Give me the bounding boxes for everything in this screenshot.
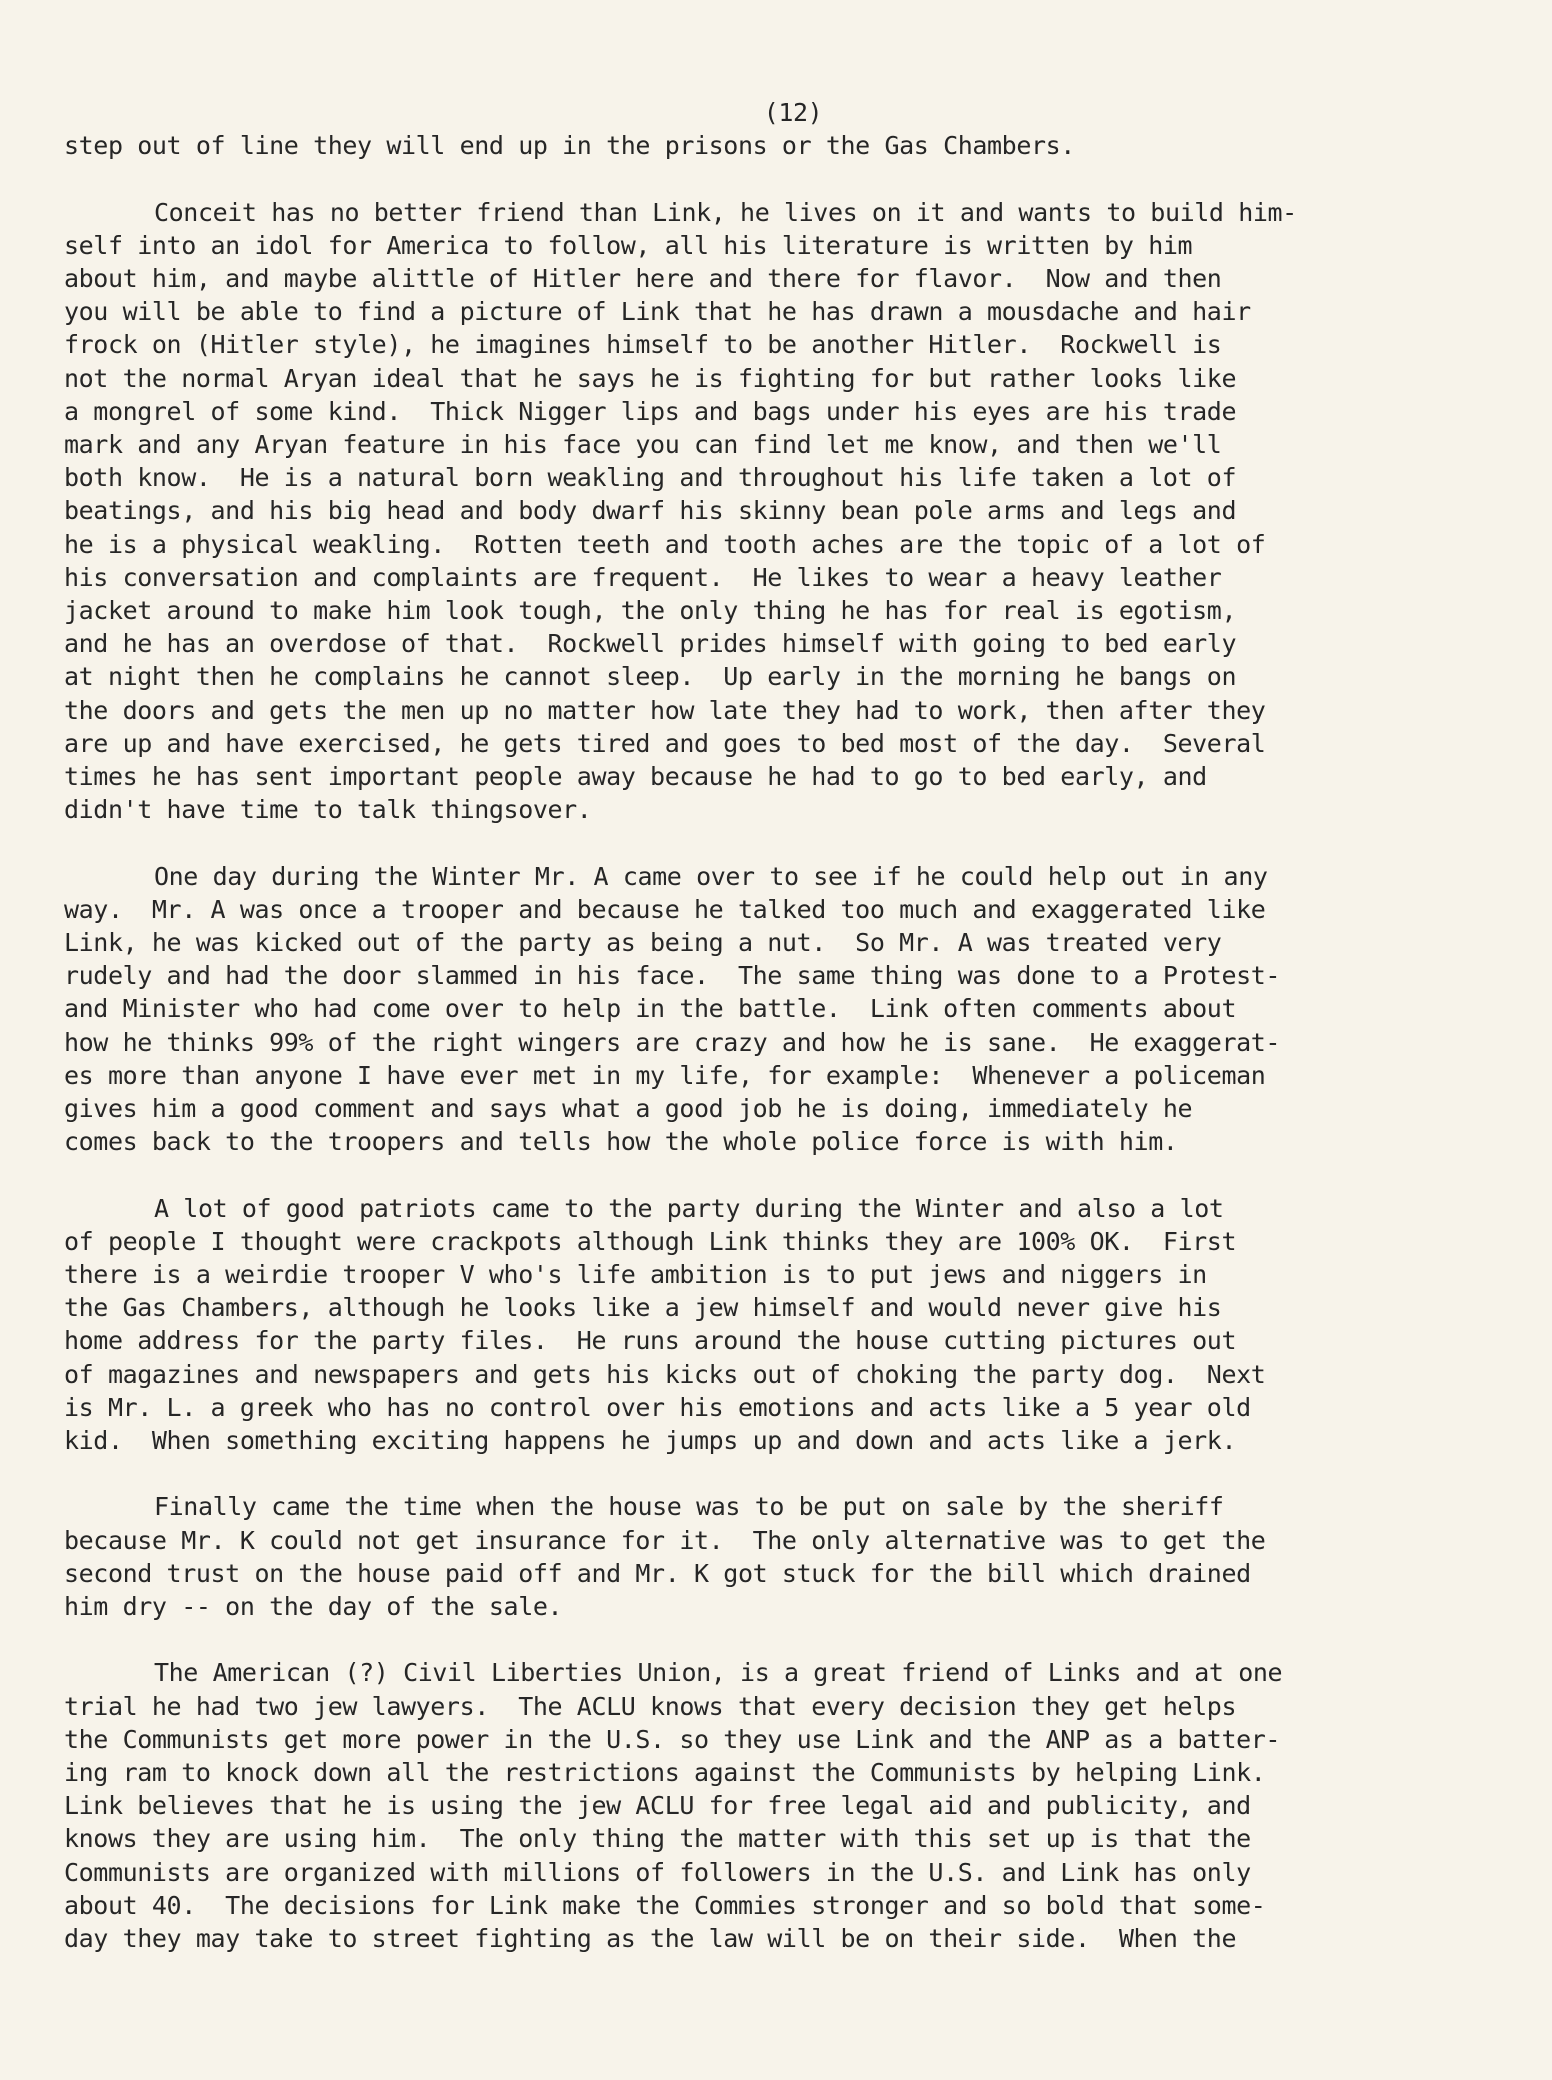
text-line: Link believes that he is using the jew ACLU for free legal aid and publicity, and xyxy=(64,1791,1251,1821)
text-line: not the normal Aryan ideal that he says he is fighting for but rather looks like xyxy=(64,363,1237,393)
text-line: times he has sent important people away because he had to go to bed early, and xyxy=(64,762,1207,792)
text-line: the doors and gets the men up no matter how late they had to work, then after they xyxy=(64,695,1266,725)
text-line: of magazines and newspapers and gets his kicks out of choking the party dog. Next xyxy=(64,1359,1266,1389)
text-line: The American (?) Civil Liberties Union, is a great friend of Links and at one xyxy=(154,1658,1283,1688)
text-line: gives him a good comment and says what a good job he is doing, immediately he xyxy=(64,1094,1193,1124)
text-line: way. Mr. A was once a trooper and because he talked too much and exaggerated like xyxy=(64,894,1266,924)
paragraph xyxy=(64,1192,1482,1458)
text-line: step out of line they will end up in the prisons or the Gas Chambers. xyxy=(64,131,1075,161)
text-line: because Mr. K could not get insurance for it. The only alternative was to get the xyxy=(64,1525,1266,1555)
paragraph xyxy=(64,1656,1482,1955)
text-line: and he has an overdose of that. Rockwell prides himself with going to bed early xyxy=(64,629,1237,659)
text-line: about him, and maybe alittle of Hitler here and there for flavor. Now and then xyxy=(64,264,1222,293)
paragraph xyxy=(64,129,1482,162)
text-line: Communists are organized with millions of followers in the U.S. and Link has only xyxy=(64,1857,1251,1887)
text-line: ing ram to knock down all the restrictions against the Communists by helping Link. xyxy=(64,1758,1266,1788)
text-line: day they may take to street fighting as the law will be on their side. When the xyxy=(64,1924,1237,1954)
text-line: there is a weirdie trooper V who's life ambition is to put jews and niggers in xyxy=(64,1260,1207,1290)
text-line: rudely and had the door slammed in his face. The same thing was done to a Protest- xyxy=(64,961,1281,991)
text-line: the Communists get more power in the U.S. so they use Link and the ANP as a batter- xyxy=(64,1724,1281,1754)
text-line: comes back to the troopers and tells how the whole police force is with him. xyxy=(64,1127,1178,1157)
text-line: is Mr. L. a greek who has no control over his emotions and acts like a 5 year old xyxy=(64,1392,1251,1422)
text-line: self into an idol for America to follow, all his literature is written by him xyxy=(64,230,1193,260)
text-line: about 40. The decisions for Link make the Commies stronger and so bold that some- xyxy=(64,1890,1266,1920)
text-line: Finally came the time when the house was to be put on sale by the sheriff xyxy=(154,1492,1224,1522)
text-line: A lot of good patriots came to the party during the Winter and also a lot xyxy=(154,1193,1224,1223)
text-line: es more than anyone I have ever met in my life, for example: Whenever a policeman xyxy=(64,1060,1266,1090)
text-line: how he thinks 99% of the right wingers are crazy and how he is sane. He exaggerat- xyxy=(64,1027,1281,1057)
text-line: you will be able to find a picture of Link that he has drawn a mousdache and hair xyxy=(64,297,1251,327)
body-text xyxy=(64,129,1482,1955)
text-line: frock on (Hitler style), he imagines himself to be another Hitler. Rockwell is xyxy=(64,330,1222,360)
text-line: jacket around to make him look tough, the only thing he has for real is egotism, xyxy=(64,596,1237,626)
text-line: Link, he was kicked out of the party as being a nut. So Mr. A was treated very xyxy=(64,928,1222,958)
text-line: are up and have exercised, he gets tired and goes to bed most of the day. Several xyxy=(64,728,1266,758)
text-line: beatings, and his big head and body dwarf his skinny bean pole arms and legs and xyxy=(64,496,1237,526)
text-line: his conversation and complaints are frequent. He likes to wear a heavy leather xyxy=(64,562,1222,592)
paragraph xyxy=(64,860,1482,1159)
text-line: Conceit has no better friend than Link, he lives on it and wants to build him- xyxy=(154,197,1297,227)
text-line: him dry -- on the day of the sale. xyxy=(64,1592,563,1622)
text-line: kid. When something exciting happens he jumps up and down and acts like a jerk. xyxy=(64,1426,1237,1456)
text-line: the Gas Chambers, although he looks like a jew himself and would never give his xyxy=(64,1293,1222,1323)
paragraph xyxy=(64,1490,1482,1623)
text-line: didn't have time to talk thingsover. xyxy=(64,795,592,825)
paragraph xyxy=(64,196,1482,827)
text-line: trial he had two jew lawyers. The ACLU knows that every decision they get helps xyxy=(64,1691,1237,1721)
text-line: home address for the party files. He runs around the house cutting pictures out xyxy=(64,1326,1237,1356)
text-line: mark and any Aryan feature in his face you can find let me know, and then we'll xyxy=(64,430,1222,460)
page-number: (12) xyxy=(763,98,823,127)
text-line: One day during the Winter Mr. A came over to see if he could help out in any xyxy=(154,861,1268,891)
text-line: second trust on the house paid off and Mr. K got stuck for the bill which drained xyxy=(64,1558,1251,1588)
text-line: at night then he complains he cannot sleep. Up early in the morning he bangs on xyxy=(64,662,1237,692)
text-line: a mongrel of some kind. Thick Nigger lips and bags under his eyes are his trade xyxy=(64,396,1237,426)
text-line: of people I thought were crackpots although Link thinks they are 100% OK. First xyxy=(64,1226,1237,1256)
text-line: he is a physical weakling. Rotten teeth and tooth aches are the topic of a lot of xyxy=(64,529,1266,559)
text-line: and Minister who had come over to help in the battle. Link often comments about xyxy=(64,994,1237,1024)
text-line: knows they are using him. The only thing the matter with this set up is that the xyxy=(64,1824,1251,1854)
text-line: both know. He is a natural born weakling and throughout his life taken a lot of xyxy=(64,463,1237,493)
